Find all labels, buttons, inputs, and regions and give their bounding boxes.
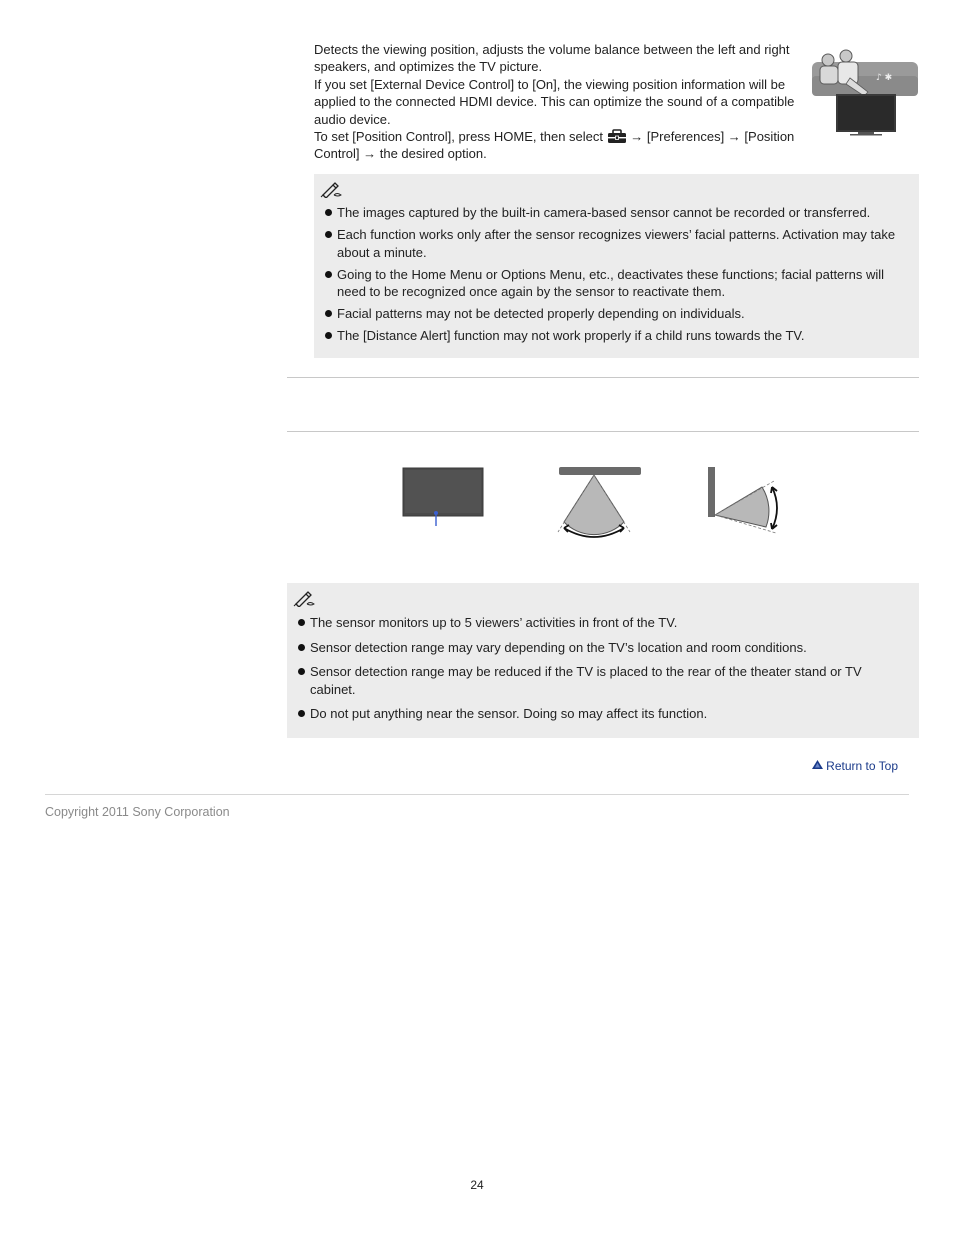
section-divider bbox=[287, 431, 919, 432]
svg-text:♪ ✱: ♪ ✱ bbox=[876, 73, 893, 83]
horizontal-range-diagram bbox=[556, 466, 646, 549]
list-item: Facial patterns may not be detected properly depending on individuals. bbox=[314, 305, 914, 323]
list-item: Each function works only after the sensor recognizes viewers’ facial patterns. Activation may take about a minute. bbox=[314, 226, 914, 261]
intro-text bbox=[314, 41, 802, 163]
intro-paragraph-1: Detects the viewing position, adjusts the volume balance between the left and right speakers, and optimizes the TV picture. bbox=[314, 42, 790, 75]
list-item: Sensor detection range may vary depending on the TV’s location and room conditions. bbox=[287, 639, 909, 657]
copyright: Copyright 2011 Sony Corporation bbox=[45, 805, 230, 819]
return-to-top-link[interactable] bbox=[811, 759, 898, 773]
list-item: The [Distance Alert] function may not work properly if a child runs towards the TV. bbox=[314, 327, 914, 345]
list-item: Going to the Home Menu or Options Menu, etc., deactivates these functions; facial patterns will need to be recognized once again by the sensor to reactivate them. bbox=[314, 266, 914, 301]
return-to-top-label[interactable]: Return to Top bbox=[826, 759, 898, 773]
note-box-1 bbox=[314, 174, 919, 358]
page-number: 24 bbox=[470, 1178, 484, 1192]
triangle-up-icon bbox=[811, 759, 824, 773]
note-1-list bbox=[314, 204, 914, 349]
intro-paragraph-3 bbox=[314, 128, 802, 163]
note-box-2 bbox=[287, 583, 919, 738]
pen-note-icon bbox=[293, 591, 315, 607]
vertical-range-diagram bbox=[704, 465, 786, 540]
list-item: The images captured by the built-in camera-based sensor cannot be recorded or transferred. bbox=[314, 204, 914, 222]
tv-front-sensor-diagram bbox=[402, 467, 486, 532]
list-item: Do not put anything near the sensor. Doing so may affect its function. bbox=[287, 705, 909, 723]
intro-paragraph-2: If you set [External Device Control] to [On], the viewing position information will be applied to the connected HDMI device. This can optimize the sound of a compatible audio device. bbox=[314, 76, 795, 127]
pen-note-icon bbox=[320, 182, 342, 198]
intro-step-after: → [Preferences] → [Position Control] → the desired option. bbox=[314, 129, 795, 162]
list-item: Sensor detection range may be reduced if the TV is placed to the rear of the theater stand or TV cabinet. bbox=[287, 663, 909, 698]
list-item: The sensor monitors up to 5 viewers’ activities in front of the TV. bbox=[287, 614, 909, 632]
note-2-list bbox=[287, 614, 909, 727]
section-divider bbox=[287, 377, 919, 378]
living-room-illustration bbox=[810, 48, 920, 136]
footer-divider bbox=[45, 794, 909, 795]
toolbox-icon bbox=[607, 129, 627, 144]
intro-step-before: To set [Position Control], press HOME, then select bbox=[314, 129, 604, 145]
